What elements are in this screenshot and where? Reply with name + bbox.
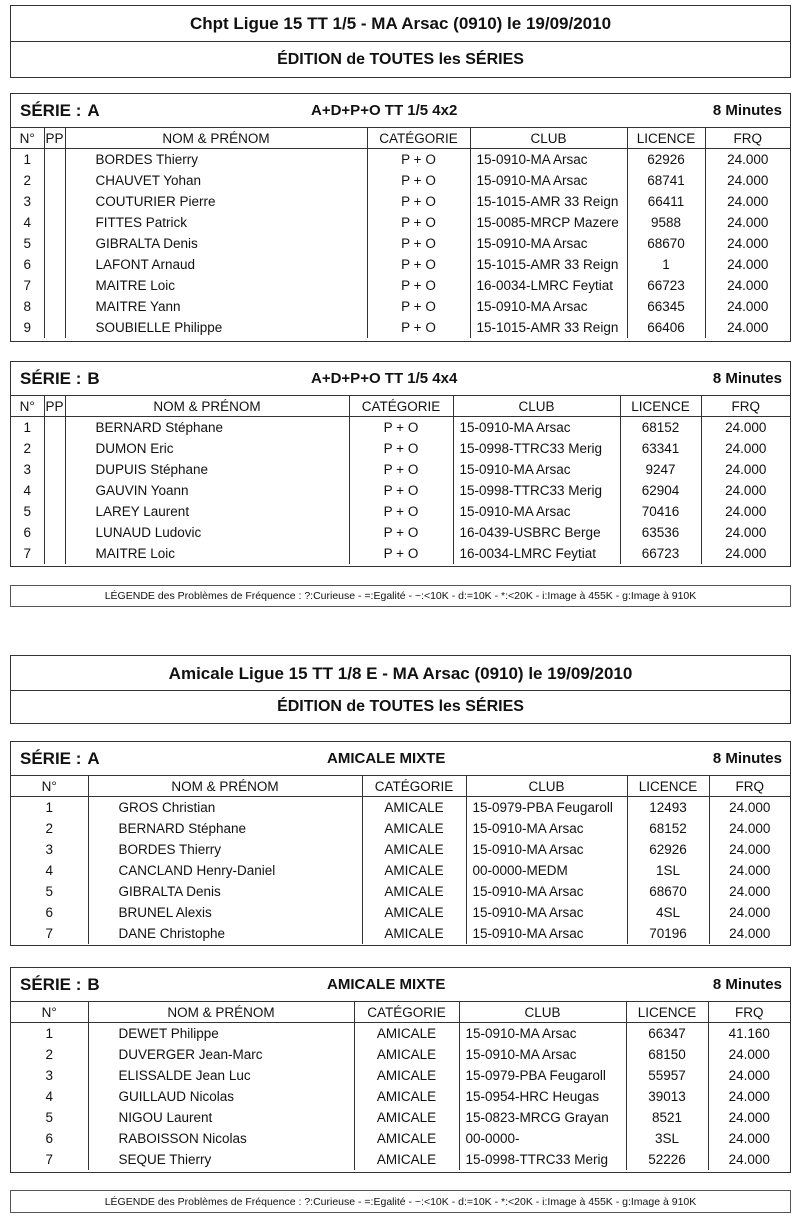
serie-code: B xyxy=(87,975,100,994)
table-row xyxy=(11,438,790,459)
cell-frq: 24.000 xyxy=(725,504,767,519)
cell-club: 15-0979-PBA Feugaroll xyxy=(466,797,627,819)
cell-number: 3 xyxy=(11,459,44,480)
cell-pp xyxy=(44,149,65,171)
cell-licence: 68670 xyxy=(627,881,709,902)
cell-club: 15-0910-MA Arsac xyxy=(470,296,627,317)
doc1-serie-b xyxy=(10,361,791,567)
cell-club: 15-0998-TTRC33 Merig xyxy=(459,1149,626,1170)
cell-club: 15-1015-AMR 33 Reign xyxy=(470,317,627,338)
cell-number: 1 xyxy=(11,149,44,171)
cell-pp xyxy=(44,296,65,317)
serie-description: A+D+P+O TT 1/5 4x4 xyxy=(311,370,458,387)
cell-pp xyxy=(44,438,65,459)
cell-club: 15-1015-AMR 33 Reign xyxy=(470,191,627,212)
table-row xyxy=(11,254,790,275)
cell-number: 7 xyxy=(11,923,88,944)
cell-name: FITTES Patrick xyxy=(65,212,367,233)
col-club: CLUB xyxy=(459,1002,626,1023)
cell-pp xyxy=(44,170,65,191)
cell-name: SEQUE Thierry xyxy=(88,1149,354,1170)
doc2-legend: LÉGENDE des Problèmes de Fréquence : ?:Curieuse - =:Egalité - ~:<10K - d:=10K - *:<20K - i:Image à 455K - g:Image à 910K xyxy=(10,1190,791,1213)
results-table xyxy=(11,128,790,338)
cell-category: AMICALE xyxy=(354,1023,459,1045)
cell-licence: 66406 xyxy=(627,317,705,338)
cell-number: 7 xyxy=(11,543,44,564)
serie-description: A+D+P+O TT 1/5 4x2 xyxy=(311,102,458,119)
doc2-serie-b xyxy=(10,967,791,1173)
col-club: CLUB xyxy=(470,128,627,149)
cell-club: 15-0910-MA Arsac xyxy=(466,839,627,860)
doc2-subtitle: ÉDITION de TOUTES les SÉRIES xyxy=(10,690,791,724)
table-row xyxy=(11,1149,790,1170)
table-row xyxy=(11,170,790,191)
cell-number: 5 xyxy=(11,501,44,522)
cell-licence: 62926 xyxy=(627,839,709,860)
cell-club: 15-0910-MA Arsac xyxy=(459,1023,626,1045)
cell-club: 00-0000- xyxy=(459,1128,626,1149)
cell-category: P + O xyxy=(367,296,470,317)
cell-category: AMICALE xyxy=(362,923,466,944)
col-frq: FRQ xyxy=(701,396,790,417)
cell-name: BORDES Thierry xyxy=(88,839,362,860)
cell-club: 15-0998-TTRC33 Merig xyxy=(453,480,620,501)
col-frq: FRQ xyxy=(705,128,790,149)
cell-licence: 52226 xyxy=(626,1149,708,1170)
doc1-subtitle: ÉDITION de TOUTES les SÉRIES xyxy=(10,41,791,78)
table-row xyxy=(11,501,790,522)
cell-number: 6 xyxy=(11,902,88,923)
cell-frq: 24.000 xyxy=(729,905,771,920)
table-row xyxy=(11,191,790,212)
cell-name: DUPUIS Stéphane xyxy=(65,459,349,480)
cell-name: MAITRE Loic xyxy=(65,543,349,564)
table-row xyxy=(11,1044,790,1065)
cell-club: 15-0910-MA Arsac xyxy=(466,818,627,839)
cell-frq: 24.000 xyxy=(729,884,771,899)
cell-category: AMICALE xyxy=(362,797,466,819)
cell-name: GIBRALTA Denis xyxy=(88,881,362,902)
table-row xyxy=(11,233,790,254)
cell-licence: 68152 xyxy=(627,818,709,839)
col-frq: FRQ xyxy=(708,1002,790,1023)
cell-licence: 55957 xyxy=(626,1065,708,1086)
cell-name: DUVERGER Jean-Marc xyxy=(88,1044,354,1065)
cell-name: DUMON Eric xyxy=(65,438,349,459)
cell-frq: 24.000 xyxy=(725,483,767,498)
cell-number: 6 xyxy=(11,1128,88,1149)
col-licence: LICENCE xyxy=(626,1002,708,1023)
cell-licence: 68741 xyxy=(627,170,705,191)
cell-category: AMICALE xyxy=(354,1044,459,1065)
results-table xyxy=(11,1002,790,1170)
doc2-serie-a xyxy=(10,741,791,946)
cell-name: LAFONT Arnaud xyxy=(65,254,367,275)
cell-category: AMICALE xyxy=(354,1065,459,1086)
serie-code: A xyxy=(87,101,100,120)
cell-number: 1 xyxy=(11,797,88,819)
cell-club: 15-0910-MA Arsac xyxy=(466,923,627,944)
results-table xyxy=(11,776,790,944)
cell-category: P + O xyxy=(367,233,470,254)
cell-frq: 24.000 xyxy=(729,842,771,857)
cell-licence: 66723 xyxy=(627,275,705,296)
cell-licence: 4SL xyxy=(627,902,709,923)
col-number: N° xyxy=(11,128,44,149)
cell-frq: 24.000 xyxy=(727,215,769,230)
cell-pp xyxy=(44,417,65,439)
table-row xyxy=(11,522,790,543)
table-row xyxy=(11,1023,790,1045)
cell-frq: 24.000 xyxy=(728,1110,770,1125)
cell-category: AMICALE xyxy=(362,881,466,902)
table-row xyxy=(11,149,790,171)
table-row xyxy=(11,417,790,439)
doc1-serie-a xyxy=(10,93,791,342)
cell-frq: 41.160 xyxy=(728,1026,770,1041)
cell-name: RABOISSON Nicolas xyxy=(88,1128,354,1149)
cell-name: NIGOU Laurent xyxy=(88,1107,354,1128)
table-row xyxy=(11,1065,790,1086)
cell-number: 5 xyxy=(11,1107,88,1128)
serie-code: A xyxy=(87,749,100,768)
serie-label: SÉRIE : xyxy=(20,101,82,120)
table-row xyxy=(11,923,790,944)
cell-name: SOUBIELLE Philippe xyxy=(65,317,367,338)
cell-name: CHAUVET Yohan xyxy=(65,170,367,191)
cell-club: 15-0910-MA Arsac xyxy=(470,233,627,254)
cell-club: 15-0954-HRC Heugas xyxy=(459,1086,626,1107)
cell-number: 6 xyxy=(11,522,44,543)
col-pp: PP xyxy=(44,128,65,149)
cell-name: DANE Christophe xyxy=(88,923,362,944)
cell-licence: 70196 xyxy=(627,923,709,944)
cell-category: P + O xyxy=(349,417,453,439)
col-number: N° xyxy=(11,396,44,417)
cell-club: 16-0439-USBRC Berge xyxy=(453,522,620,543)
cell-number: 7 xyxy=(11,1149,88,1170)
serie-header xyxy=(11,742,790,776)
table-row xyxy=(11,1107,790,1128)
cell-category: AMICALE xyxy=(354,1128,459,1149)
cell-name: BERNARD Stéphane xyxy=(88,818,362,839)
col-name: NOM & PRÉNOM xyxy=(65,128,367,149)
cell-pp xyxy=(44,254,65,275)
cell-frq: 24.000 xyxy=(727,257,769,272)
cell-frq: 24.000 xyxy=(728,1152,770,1167)
table-row xyxy=(11,212,790,233)
cell-category: P + O xyxy=(349,459,453,480)
cell-name: BERNARD Stéphane xyxy=(65,417,349,439)
cell-name: GROS Christian xyxy=(88,797,362,819)
cell-number: 2 xyxy=(11,818,88,839)
cell-pp xyxy=(44,233,65,254)
doc2-title: Amicale Ligue 15 TT 1/8 E - MA Arsac (0910) le 19/09/2010 xyxy=(10,655,791,692)
col-licence: LICENCE xyxy=(627,776,709,797)
cell-name: ELISSALDE Jean Luc xyxy=(88,1065,354,1086)
col-name: NOM & PRÉNOM xyxy=(88,776,362,797)
cell-category: P + O xyxy=(367,170,470,191)
results-table xyxy=(11,396,790,564)
cell-number: 1 xyxy=(11,417,44,439)
serie-duration: 8 Minutes xyxy=(712,976,782,993)
cell-category: P + O xyxy=(367,149,470,171)
cell-frq: 24.000 xyxy=(727,173,769,188)
cell-category: P + O xyxy=(367,212,470,233)
cell-category: P + O xyxy=(349,501,453,522)
cell-pp xyxy=(44,501,65,522)
cell-licence: 8521 xyxy=(626,1107,708,1128)
table-row xyxy=(11,818,790,839)
cell-frq: 24.000 xyxy=(727,320,769,335)
doc1-title: Chpt Ligue 15 TT 1/5 - MA Arsac (0910) le 19/09/2010 xyxy=(10,5,791,42)
cell-licence: 66347 xyxy=(626,1023,708,1045)
cell-licence: 12493 xyxy=(627,797,709,819)
cell-category: AMICALE xyxy=(354,1107,459,1128)
cell-licence: 9588 xyxy=(627,212,705,233)
doc1-legend: LÉGENDE des Problèmes de Fréquence : ?:Curieuse - =:Egalité - ~:<10K - d:=10K - *:<20K - i:Image à 455K - g:Image à 910K xyxy=(10,585,791,607)
cell-name: GAUVIN Yoann xyxy=(65,480,349,501)
cell-number: 4 xyxy=(11,212,44,233)
cell-pp xyxy=(44,459,65,480)
cell-number: 9 xyxy=(11,317,44,338)
cell-pp xyxy=(44,212,65,233)
col-number: N° xyxy=(11,776,88,797)
cell-licence: 68150 xyxy=(626,1044,708,1065)
col-category: CATÉGORIE xyxy=(354,1002,459,1023)
serie-header xyxy=(11,94,790,128)
cell-number: 5 xyxy=(11,233,44,254)
cell-licence: 62926 xyxy=(627,149,705,171)
cell-licence: 68670 xyxy=(627,233,705,254)
cell-category: AMICALE xyxy=(362,902,466,923)
cell-club: 15-1015-AMR 33 Reign xyxy=(470,254,627,275)
table-row xyxy=(11,1086,790,1107)
cell-category: AMICALE xyxy=(362,860,466,881)
col-number: N° xyxy=(11,1002,88,1023)
serie-label: SÉRIE : xyxy=(20,975,82,994)
table-row xyxy=(11,543,790,564)
cell-category: P + O xyxy=(349,438,453,459)
cell-club: 15-0910-MA Arsac xyxy=(470,170,627,191)
cell-pp xyxy=(44,317,65,338)
table-row xyxy=(11,480,790,501)
cell-number: 2 xyxy=(11,438,44,459)
cell-frq: 24.000 xyxy=(725,546,767,561)
cell-licence: 70416 xyxy=(620,501,701,522)
cell-number: 4 xyxy=(11,1086,88,1107)
cell-frq: 24.000 xyxy=(725,420,767,435)
cell-name: LUNAUD Ludovic xyxy=(65,522,349,543)
cell-number: 3 xyxy=(11,839,88,860)
cell-club: 15-0085-MRCP Mazere xyxy=(470,212,627,233)
table-row xyxy=(11,296,790,317)
cell-frq: 24.000 xyxy=(727,278,769,293)
cell-frq: 24.000 xyxy=(727,152,769,167)
table-row xyxy=(11,317,790,338)
cell-pp xyxy=(44,275,65,296)
cell-licence: 1 xyxy=(627,254,705,275)
cell-frq: 24.000 xyxy=(727,299,769,314)
cell-name: COUTURIER Pierre xyxy=(65,191,367,212)
cell-number: 1 xyxy=(11,1023,88,1045)
col-name: NOM & PRÉNOM xyxy=(88,1002,354,1023)
cell-licence: 9247 xyxy=(620,459,701,480)
cell-name: LAREY Laurent xyxy=(65,501,349,522)
col-category: CATÉGORIE xyxy=(362,776,466,797)
cell-category: P + O xyxy=(367,191,470,212)
table-row xyxy=(11,275,790,296)
serie-duration: 8 Minutes xyxy=(712,750,782,767)
cell-category: AMICALE xyxy=(362,839,466,860)
cell-club: 16-0034-LMRC Feytiat xyxy=(470,275,627,296)
cell-club: 15-0910-MA Arsac xyxy=(453,501,620,522)
cell-category: P + O xyxy=(367,275,470,296)
cell-number: 5 xyxy=(11,881,88,902)
cell-name: BORDES Thierry xyxy=(65,149,367,171)
cell-name: CANCLAND Henry-Daniel xyxy=(88,860,362,881)
cell-category: P + O xyxy=(367,254,470,275)
col-pp: PP xyxy=(44,396,65,417)
table-row xyxy=(11,839,790,860)
col-name: NOM & PRÉNOM xyxy=(65,396,349,417)
table-row xyxy=(11,902,790,923)
cell-club: 15-0910-MA Arsac xyxy=(453,417,620,439)
cell-licence: 66411 xyxy=(627,191,705,212)
col-category: CATÉGORIE xyxy=(367,128,470,149)
cell-licence: 63341 xyxy=(620,438,701,459)
cell-name: BRUNEL Alexis xyxy=(88,902,362,923)
cell-name: GUILLAUD Nicolas xyxy=(88,1086,354,1107)
cell-licence: 39013 xyxy=(626,1086,708,1107)
cell-category: AMICALE xyxy=(354,1149,459,1170)
cell-number: 8 xyxy=(11,296,44,317)
cell-licence: 66723 xyxy=(620,543,701,564)
cell-frq: 24.000 xyxy=(729,863,771,878)
cell-pp xyxy=(44,480,65,501)
cell-licence: 68152 xyxy=(620,417,701,439)
cell-licence: 1SL xyxy=(627,860,709,881)
table-row xyxy=(11,860,790,881)
table-row xyxy=(11,797,790,819)
cell-name: MAITRE Yann xyxy=(65,296,367,317)
serie-code: B xyxy=(87,369,100,388)
cell-frq: 24.000 xyxy=(725,441,767,456)
cell-category: P + O xyxy=(349,543,453,564)
cell-number: 3 xyxy=(11,1065,88,1086)
col-category: CATÉGORIE xyxy=(349,396,453,417)
cell-pp xyxy=(44,543,65,564)
serie-description: AMICALE MIXTE xyxy=(327,750,446,767)
cell-club: 16-0034-LMRC Feytiat xyxy=(453,543,620,564)
cell-name: MAITRE Loic xyxy=(65,275,367,296)
serie-description: AMICALE MIXTE xyxy=(327,976,446,993)
serie-label: SÉRIE : xyxy=(20,749,82,768)
cell-frq: 24.000 xyxy=(727,194,769,209)
cell-licence: 3SL xyxy=(626,1128,708,1149)
table-row xyxy=(11,881,790,902)
cell-frq: 24.000 xyxy=(729,800,771,815)
cell-club: 15-0910-MA Arsac xyxy=(459,1044,626,1065)
cell-pp xyxy=(44,191,65,212)
cell-club: 15-0910-MA Arsac xyxy=(466,881,627,902)
serie-header xyxy=(11,968,790,1002)
serie-duration: 8 Minutes xyxy=(712,370,782,387)
cell-frq: 24.000 xyxy=(728,1047,770,1062)
col-club: CLUB xyxy=(453,396,620,417)
cell-category: P + O xyxy=(367,317,470,338)
cell-category: AMICALE xyxy=(362,818,466,839)
cell-club: 00-0000-MEDM xyxy=(466,860,627,881)
table-row xyxy=(11,459,790,480)
cell-category: P + O xyxy=(349,480,453,501)
cell-licence: 63536 xyxy=(620,522,701,543)
serie-label: SÉRIE : xyxy=(20,369,82,388)
cell-number: 7 xyxy=(11,275,44,296)
table-row xyxy=(11,1128,790,1149)
col-licence: LICENCE xyxy=(620,396,701,417)
cell-category: AMICALE xyxy=(354,1086,459,1107)
cell-frq: 24.000 xyxy=(725,462,767,477)
cell-frq: 24.000 xyxy=(725,525,767,540)
col-club: CLUB xyxy=(466,776,627,797)
cell-licence: 66345 xyxy=(627,296,705,317)
col-frq: FRQ xyxy=(709,776,790,797)
cell-club: 15-0823-MRCG Grayan xyxy=(459,1107,626,1128)
cell-frq: 24.000 xyxy=(729,926,771,941)
cell-club: 15-0910-MA Arsac xyxy=(466,902,627,923)
cell-number: 6 xyxy=(11,254,44,275)
cell-licence: 62904 xyxy=(620,480,701,501)
cell-number: 4 xyxy=(11,860,88,881)
cell-name: GIBRALTA Denis xyxy=(65,233,367,254)
cell-frq: 24.000 xyxy=(729,821,771,836)
serie-header xyxy=(11,362,790,396)
cell-frq: 24.000 xyxy=(728,1089,770,1104)
col-licence: LICENCE xyxy=(627,128,705,149)
cell-frq: 24.000 xyxy=(728,1068,770,1083)
cell-club: 15-0979-PBA Feugaroll xyxy=(459,1065,626,1086)
serie-duration: 8 Minutes xyxy=(712,102,782,119)
cell-club: 15-0910-MA Arsac xyxy=(470,149,627,171)
cell-club: 15-0998-TTRC33 Merig xyxy=(453,438,620,459)
cell-club: 15-0910-MA Arsac xyxy=(453,459,620,480)
cell-name: DEWET Philippe xyxy=(88,1023,354,1045)
cell-number: 3 xyxy=(11,191,44,212)
cell-frq: 24.000 xyxy=(727,236,769,251)
cell-number: 2 xyxy=(11,1044,88,1065)
cell-frq: 24.000 xyxy=(728,1131,770,1146)
cell-number: 4 xyxy=(11,480,44,501)
cell-pp xyxy=(44,522,65,543)
cell-number: 2 xyxy=(11,170,44,191)
cell-category: P + O xyxy=(349,522,453,543)
